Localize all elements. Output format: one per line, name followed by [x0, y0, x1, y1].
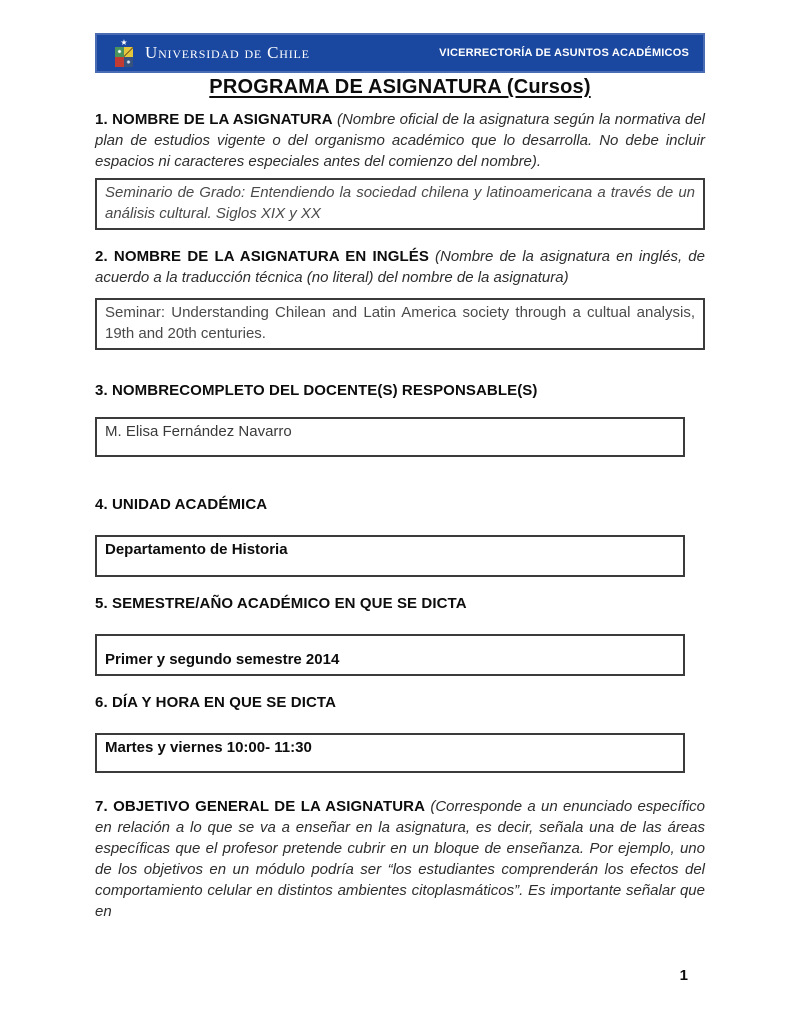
university-name: Universidad de Chile — [145, 43, 310, 62]
section-4-value-box — [95, 535, 685, 577]
section-4-heading: 4. UNIDAD ACADÉMICA — [95, 496, 268, 513]
section-1-heading: 1. NOMBRE DE LA ASIGNATURA — [95, 111, 333, 128]
section-6-value-box — [95, 733, 685, 773]
section-5-value-box — [95, 634, 685, 676]
banner-left — [113, 39, 310, 67]
page-number: 1 — [679, 967, 688, 984]
section-2-value-box — [95, 298, 705, 350]
section-7-note: (Corresponde a un enunciado específico en relación a lo que se va a enseñar en la asignatura, es decir, señala una de las áreas específicas que el profesor pretende cubrir en un bloque de enseñanza. Por ejemplo, uno de los objetivos en un módulo podría ser “los estudiantes comprenderán los efectos del comportamiento celular en distintos ambientes citoplasmáticos”. Es importante señalar que en — [95, 798, 706, 920]
section-6-heading: 6. DÍA Y HORA EN QUE SE DICTA — [95, 694, 336, 711]
section-3-value-box — [95, 417, 685, 457]
section-2-heading-para — [95, 246, 705, 288]
section-3-heading-para — [95, 380, 705, 401]
star-icon: ★ — [120, 38, 128, 47]
section-3-value: M. Elisa Fernández Navarro — [105, 423, 292, 440]
section-6-heading-para — [95, 692, 705, 713]
section-3-heading: 3. NOMBRECOMPLETO DEL DOCENTE(S) RESPONSABLE(S) — [95, 382, 538, 399]
section-5-value: Primer y segundo semestre 2014 — [105, 651, 340, 668]
section-2-note: (Nombre de la asignatura en inglés, de acuerdo a la traducción técnica (no literal) del nombre de la asignatura) — [95, 248, 705, 286]
section-1-value: Seminario de Grado: Entendiendo la sociedad chilena y latinoamericana a través de un análisis cultural. Siglos XIX y XX — [105, 184, 695, 222]
section-1-heading-para — [95, 109, 705, 172]
header-banner — [95, 33, 705, 73]
vice-rectory-label: VICERRECTORÍA DE ASUNTOS ACADÉMICOS — [439, 47, 689, 59]
document-content — [95, 33, 705, 922]
document-title: PROGRAMA DE ASIGNATURA (Cursos) — [209, 76, 591, 98]
section-5-heading: 5. SEMESTRE/AÑO ACADÉMICO EN QUE SE DICTA — [95, 595, 467, 612]
crest-icon — [115, 47, 133, 67]
section-2-heading: 2. NOMBRE DE LA ASIGNATURA EN INGLÉS — [95, 248, 429, 265]
section-5-heading-para — [95, 593, 705, 614]
section-2-value: Seminar: Understanding Chilean and Latin America society through a cultual analysis, 19th and 20th centuries. — [105, 304, 695, 342]
university-logo-icon — [113, 39, 135, 67]
section-4-heading-para — [95, 494, 705, 515]
section-1-note: (Nombre oficial de la asignatura según la normativa del plan de estudios vigente o del organismo académico que lo desarrolla. No debe incluir espacios ni caracteres especiales antes del comienzo del nombre). — [95, 111, 705, 170]
section-4-value: Departamento de Historia — [105, 541, 288, 558]
section-7-heading-para — [95, 796, 705, 922]
section-6-value: Martes y viernes 10:00- 11:30 — [105, 739, 312, 756]
section-7-heading: 7. OBJETIVO GENERAL DE LA ASIGNATURA — [95, 798, 426, 815]
section-1-value-box — [95, 178, 705, 230]
